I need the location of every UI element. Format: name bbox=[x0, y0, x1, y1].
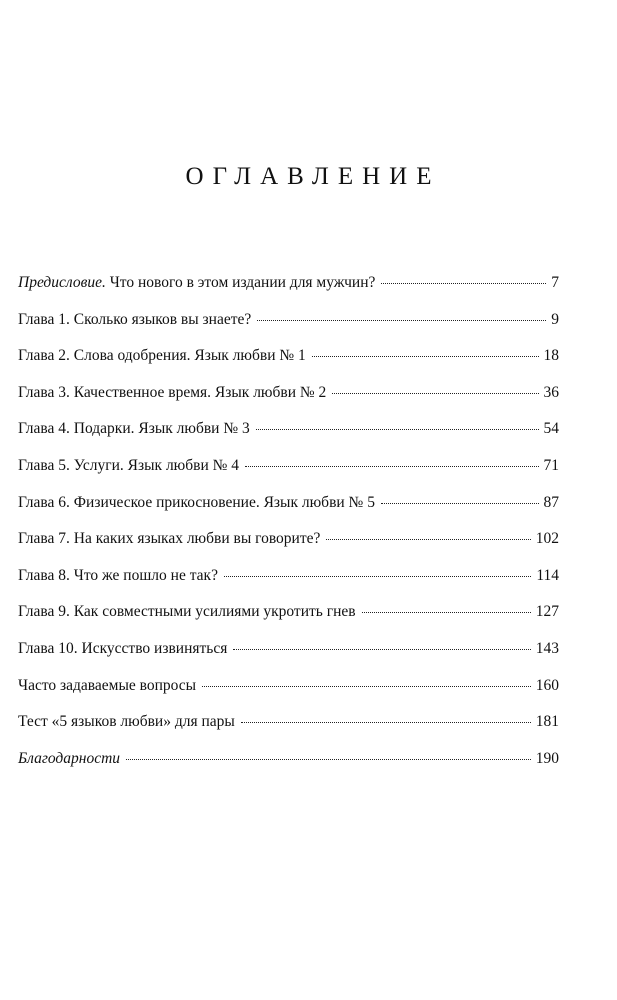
dot-leader bbox=[245, 466, 538, 467]
toc-entry-page-number: 71 bbox=[543, 456, 559, 474]
toc-entry-label bbox=[18, 419, 250, 439]
toc-entry-page-number: 54 bbox=[543, 420, 559, 438]
toc-entry-text: Глава 7. На каких языках любви вы говорите? bbox=[18, 530, 321, 548]
dot-leader bbox=[326, 539, 530, 540]
toc-entry-page-number: 190 bbox=[535, 749, 559, 767]
toc-entry-page-number: 127 bbox=[535, 603, 559, 621]
toc-entry-label bbox=[18, 749, 120, 769]
toc-entry-acknowledgements[interactable] bbox=[18, 749, 559, 786]
toc-entry-text: Глава 8. Что же пошло не так? bbox=[18, 566, 218, 584]
toc-entry-chapter-7[interactable] bbox=[18, 529, 559, 566]
toc-entry-page-number: 7 bbox=[551, 274, 559, 291]
toc-entry-faq[interactable] bbox=[18, 676, 559, 713]
dot-leader bbox=[332, 393, 538, 394]
toc-entry-text: Глава 6. Физическое прикосновение. Язык любви № 5 bbox=[18, 493, 375, 511]
toc-entry-label bbox=[18, 456, 239, 476]
toc-entry-chapter-10[interactable] bbox=[18, 639, 559, 676]
toc-entry-text: Часто задаваемые вопросы bbox=[18, 676, 197, 694]
toc-entry-page-number: 102 bbox=[535, 530, 559, 548]
toc-entry-text: Что нового в этом издании для мужчин? bbox=[105, 274, 376, 291]
toc-entry-label bbox=[18, 602, 356, 622]
toc-entry-label bbox=[18, 493, 375, 513]
dot-leader bbox=[202, 686, 531, 687]
toc-entry-text: Глава 2. Слова одобрения. Язык любви № 1 bbox=[18, 347, 306, 365]
toc-entry-text: Глава 9. Как совместными усилиями укротить гнев bbox=[18, 603, 356, 621]
toc-entry-chapter-1[interactable] bbox=[18, 310, 559, 347]
dot-leader bbox=[224, 576, 531, 577]
toc-entry-label bbox=[18, 273, 375, 293]
dot-leader bbox=[362, 612, 531, 613]
toc-entry-text: Глава 5. Услуги. Язык любви № 4 bbox=[18, 456, 240, 474]
toc-entry-preface[interactable] bbox=[18, 273, 559, 310]
toc-entry-page-number: 87 bbox=[543, 493, 559, 511]
toc-entry-label bbox=[18, 639, 227, 659]
toc-entry-label bbox=[18, 529, 320, 549]
toc-entry-chapter-5[interactable] bbox=[18, 456, 559, 493]
toc-entry-page-number: 18 bbox=[543, 347, 559, 365]
toc-entry-page-number: 114 bbox=[536, 566, 559, 584]
toc-entry-page-number: 181 bbox=[535, 713, 559, 731]
toc-entry-chapter-8[interactable] bbox=[18, 566, 559, 603]
toc-entry-test[interactable] bbox=[18, 712, 559, 749]
toc-entry-label bbox=[18, 712, 235, 732]
dot-leader bbox=[256, 429, 539, 430]
dot-leader bbox=[233, 649, 530, 650]
dot-leader bbox=[126, 759, 531, 760]
toc-entry-chapter-4[interactable] bbox=[18, 419, 559, 456]
toc-entry-text: Тест «5 языков любви» для пары bbox=[18, 713, 235, 731]
dot-leader bbox=[381, 283, 546, 284]
toc-entry-page-number: 36 bbox=[543, 383, 559, 401]
dot-leader bbox=[241, 722, 531, 723]
toc-entry-label bbox=[18, 383, 326, 403]
toc-entry-chapter-3[interactable] bbox=[18, 383, 559, 420]
toc-entry-chapter-9[interactable] bbox=[18, 602, 559, 639]
toc-entry-chapter-6[interactable] bbox=[18, 493, 559, 530]
toc-entry-label bbox=[18, 566, 218, 586]
toc-entry-text: Глава 10. Искусство извиняться bbox=[18, 639, 228, 657]
toc-entry-page-number: 160 bbox=[535, 676, 559, 694]
toc-entry-italic-prefix: Благодарности bbox=[18, 749, 121, 767]
toc-entry-page-number: 9 bbox=[551, 310, 559, 328]
toc-entry-text: Глава 4. Подарки. Язык любви № 3 bbox=[18, 420, 250, 438]
toc-entry-text: Глава 3. Качественное время. Язык любви № 2 bbox=[18, 383, 327, 401]
table-of-contents bbox=[18, 273, 559, 785]
toc-entry-page-number: 143 bbox=[535, 639, 559, 657]
toc-entry-italic-prefix: Предисловие. bbox=[18, 274, 106, 291]
toc-entry-label bbox=[18, 676, 196, 696]
dot-leader bbox=[312, 356, 539, 357]
toc-entry-text: Глава 1. Сколько языков вы знаете? bbox=[18, 310, 252, 328]
toc-entry-label bbox=[18, 310, 251, 330]
dot-leader bbox=[381, 503, 539, 504]
toc-entry-label bbox=[18, 346, 306, 366]
page-title: ОГЛАВЛЕНИЕ bbox=[185, 163, 441, 190]
dot-leader bbox=[257, 320, 546, 321]
toc-entry-chapter-2[interactable] bbox=[18, 346, 559, 383]
